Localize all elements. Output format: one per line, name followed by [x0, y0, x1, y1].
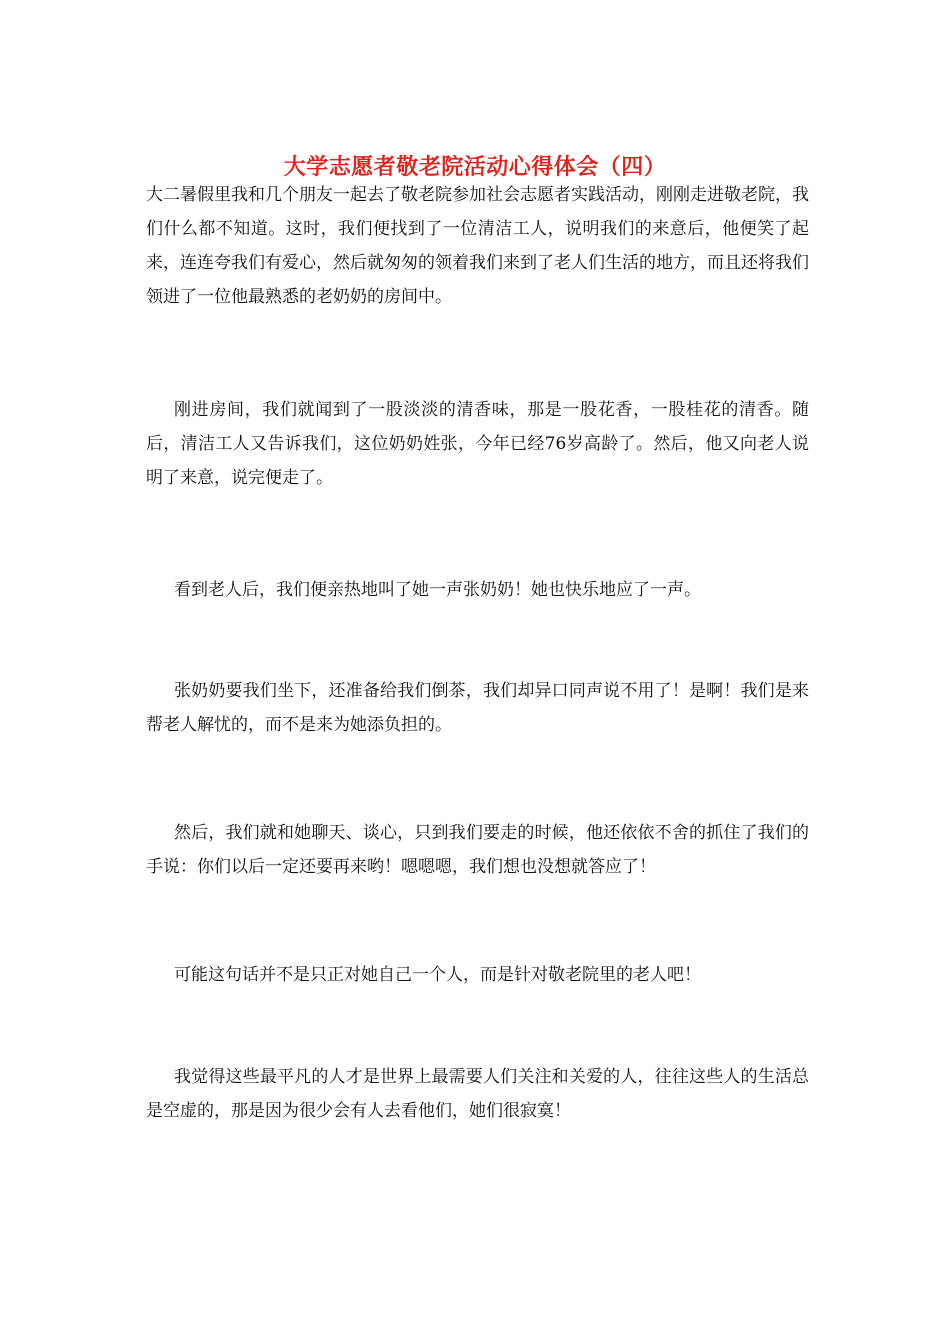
- paragraph-6: 可能这句话并不是只正对她自己一个人，而是针对敬老院里的老人吧！: [174, 965, 701, 985]
- paragraph-2: 刚进房间，我们就闻到了一股淡淡的清香味，那是一股花香，一股桂花的清香。随后，清洁工人又告诉我们，这位奶奶姓张，今年已经76岁高龄了。然后，他又向老人说明了来意，说完便走了。: [146, 400, 809, 488]
- paragraph-3: 看到老人后，我们便亲热地叫了她一声张奶奶！她也快乐地应了一声。: [174, 580, 701, 600]
- page-title: 大学志愿者敬老院活动心得体会（四）: [283, 154, 667, 180]
- paragraph-4: 张奶奶要我们坐下，还准备给我们倒茶，我们却异口同声说不用了！是啊！我们是来帮老人解忧的，而不是来为她添负担的。: [146, 681, 809, 735]
- paragraph-5: 然后，我们就和她聊天、谈心，只到我们要走的时候，他还依依不舍的抓住了我们的手说：你们以后一定还要再来哟！嗯嗯嗯，我们想也没想就答应了！: [146, 823, 809, 877]
- paragraph-1: 大二暑假里我和几个朋友一起去了敬老院参加社会志愿者实践活动，刚刚走进敬老院，我们什么都不知道。这时，我们便找到了一位清洁工人，说明我们的来意后，他便笑了起来，连连夸我们有爱心，然后就匆匆的领着我们来到了老人们生活的地方，而且还将我们领进了一位他最熟悉的老奶奶的房间中。: [146, 185, 809, 307]
- paragraph-7: 我觉得这些最平凡的人才是世界上最需要人们关注和关爱的人，往往这些人的生活总是空虚的，那是因为很少会有人去看他们，她们很寂寞！: [146, 1067, 809, 1121]
